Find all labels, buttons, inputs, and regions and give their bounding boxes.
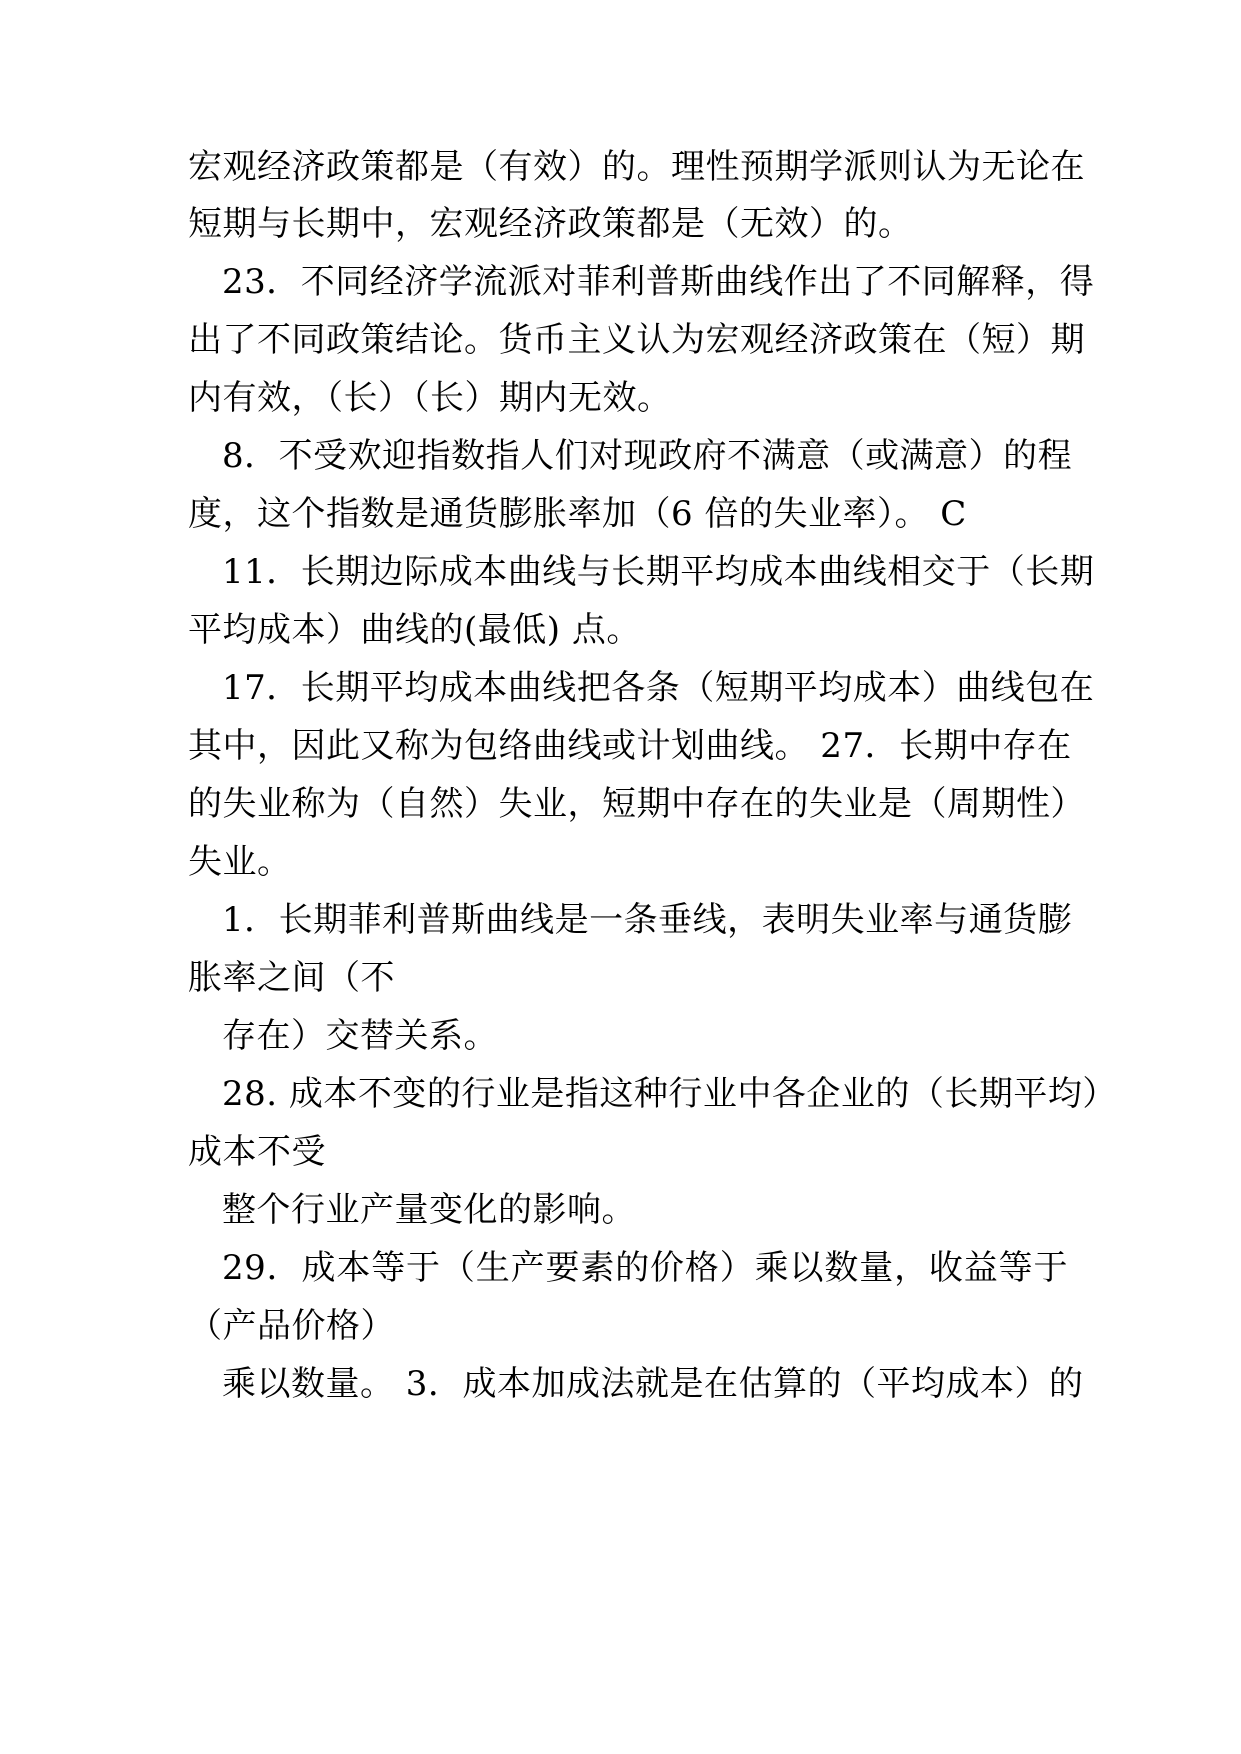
text-line: 出了不同政策结论。货币主义认为宏观经济政策在（短）期: [188, 320, 1085, 360]
text-line: 1．长期菲利普斯曲线是一条垂线，表明失业率与通货膨: [222, 900, 1073, 940]
text-line: 失业。: [188, 842, 292, 882]
text-line: 成本不受: [188, 1132, 326, 1172]
text-line: 29．成本等于（生产要素的价格）乘以数量，收益等于: [222, 1248, 1068, 1288]
text-line: 内有效，（长）（长）期内无效。: [188, 378, 672, 418]
text-line: 胀率之间（不: [188, 958, 395, 998]
text-line: 度，这个指数是通货膨胀率加（6 倍的失业率）。 C: [188, 494, 967, 534]
text-line: 的失业称为（自然）失业，短期中存在的失业是（周期性）: [188, 784, 1085, 824]
text-line: （产品价格）: [188, 1306, 395, 1346]
text-line: 其中，因此又称为包络曲线或计划曲线。 27．长期中存在: [188, 726, 1072, 766]
text-line: 整个行业产量变化的影响。: [222, 1190, 636, 1230]
text-line: 乘以数量。 3．成本加成法就是在估算的（平均成本）的: [222, 1364, 1084, 1404]
text-line: 平均成本）曲线的(最低) 点。: [188, 610, 641, 650]
text-line: 短期与长期中，宏观经济政策都是（无效）的。: [188, 204, 913, 244]
text-line: 28. 成本不变的行业是指这种行业中各企业的（长期平均）: [222, 1074, 1117, 1114]
text-line: 17．长期平均成本曲线把各条（短期平均成本）曲线包在: [222, 668, 1095, 708]
text-line: 11．长期边际成本曲线与长期平均成本曲线相交于（长期: [222, 552, 1095, 592]
text-line: 宏观经济政策都是（有效）的。理性预期学派则认为无论在: [188, 147, 1085, 187]
text-line: 存在）交替关系。: [222, 1016, 498, 1056]
text-line: 8．不受欢迎指数指人们对现政府不满意（或满意）的程: [222, 436, 1073, 476]
text-line: 23．不同经济学流派对菲利普斯曲线作出了不同解释，得: [222, 262, 1095, 302]
